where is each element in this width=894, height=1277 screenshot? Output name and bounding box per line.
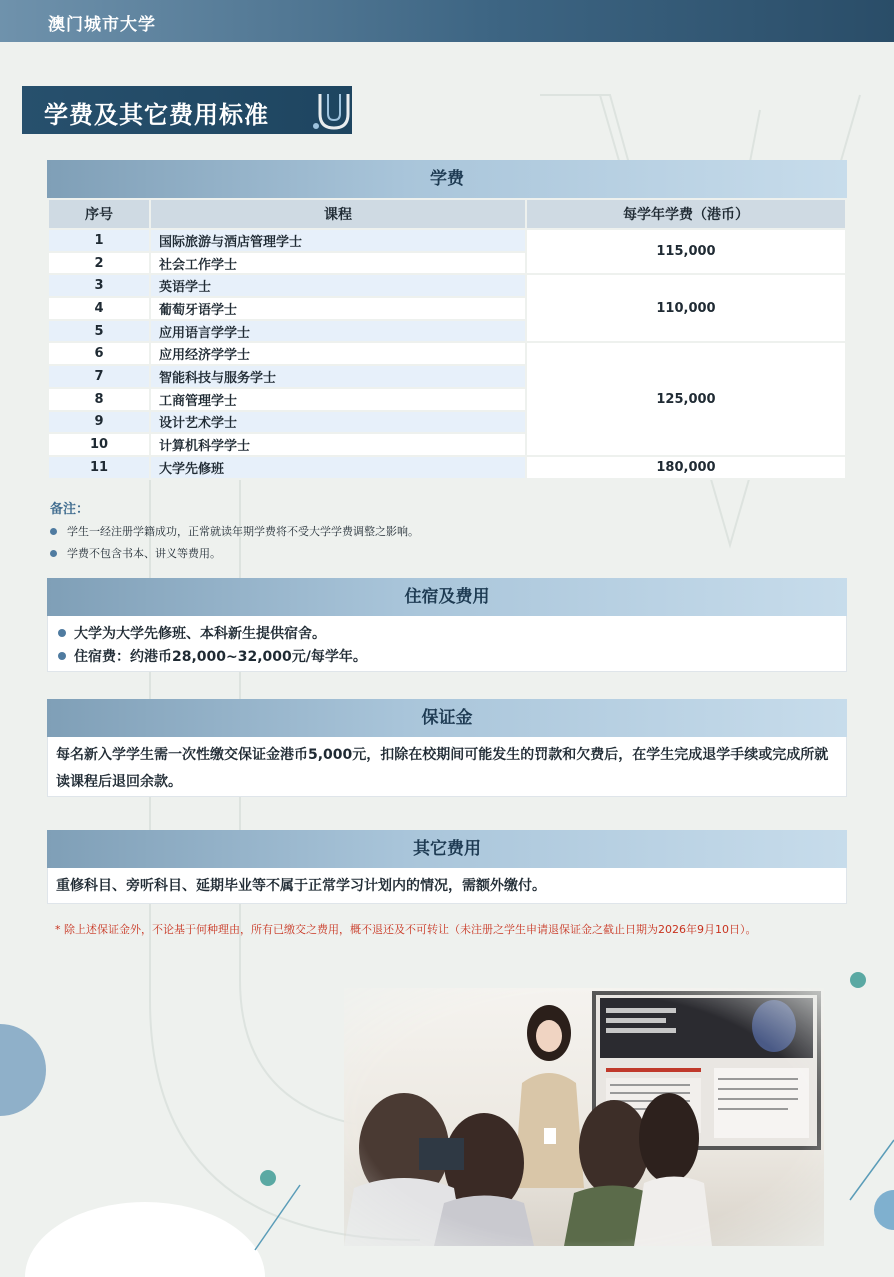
classroom-photo — [344, 988, 824, 1246]
deposit-text: 每名新入学学生需一次性缴交保证金港币5,000元，扣除在校期间可能发生的罚款和欠费后，在学生完成退学手续或完成所就读课程后退回余款。 — [56, 747, 829, 790]
table-row — [48, 229, 846, 252]
fee-value: 180,000 — [526, 456, 846, 479]
column-header-course: 课程 — [150, 199, 526, 229]
table-header-row — [48, 199, 846, 229]
course-name: 英语学士 — [150, 274, 526, 297]
row-number: 2 — [48, 252, 150, 275]
u-logo-icon — [312, 86, 358, 134]
other-fees-header: 其它费用 — [47, 830, 847, 868]
course-name: 设计艺术学士 — [150, 411, 526, 434]
bullet-icon — [58, 629, 66, 637]
page-title: 学费及其它费用标准 — [44, 101, 269, 129]
classroom-illustration — [344, 988, 824, 1246]
accommodation-text: 住宿费：约港币28,000~32,000元/每学年。 — [74, 648, 367, 665]
row-number: 5 — [48, 320, 150, 343]
deposit-header: 保证金 — [47, 699, 847, 737]
course-name: 应用语言学学士 — [150, 320, 526, 343]
table-row — [48, 274, 846, 297]
accommodation-text: 大学为大学先修班、本科新生提供宿舍。 — [74, 625, 326, 642]
accommodation-body — [47, 616, 847, 672]
row-number: 8 — [48, 388, 150, 411]
notes-label: 备注： — [50, 502, 90, 517]
row-number: 4 — [48, 297, 150, 320]
tuition-table — [47, 198, 847, 480]
deposit-body — [47, 737, 847, 797]
row-number: 9 — [48, 411, 150, 434]
accommodation-header: 住宿及费用 — [47, 578, 847, 616]
note-item — [50, 523, 419, 539]
course-name: 社会工作学士 — [150, 252, 526, 275]
course-name: 工商管理学士 — [150, 388, 526, 411]
row-number: 3 — [48, 274, 150, 297]
row-number: 1 — [48, 229, 150, 252]
tuition-header: 学费 — [47, 160, 847, 198]
bullet-icon — [50, 550, 57, 557]
fee-value: 125,000 — [526, 342, 846, 455]
row-number: 7 — [48, 365, 150, 388]
note-text: 学费不包含书本、讲义等费用。 — [67, 547, 221, 560]
column-header-fee: 每学年学费（港币） — [526, 199, 846, 229]
row-number: 10 — [48, 433, 150, 456]
course-name: 应用经济学学士 — [150, 342, 526, 365]
course-name: 智能科技与服务学士 — [150, 365, 526, 388]
disclaimer: * 除上述保证金外，不论基于何种理由，所有已缴交之费用，概不退还及不可转让（未注册之学生申请退保证金之截止日期为2026年9月10日）。 — [55, 923, 757, 936]
fee-value: 110,000 — [526, 274, 846, 342]
other-fees-body — [47, 868, 847, 904]
note-item — [50, 545, 419, 561]
university-name: 澳门城市大学 — [48, 15, 156, 35]
bullet-icon — [50, 528, 57, 535]
course-name: 大学先修班 — [150, 456, 526, 479]
row-number: 6 — [48, 342, 150, 365]
course-name: 葡萄牙语学士 — [150, 297, 526, 320]
notes — [50, 498, 419, 561]
row-number: 11 — [48, 456, 150, 479]
other-fees-text: 重修科目、旁听科目、延期毕业等不属于正常学习计划内的情况，需额外缴付。 — [56, 878, 546, 894]
course-name: 计算机科学学士 — [150, 433, 526, 456]
accommodation-item — [48, 621, 846, 644]
table-row — [48, 342, 846, 365]
accommodation-item — [48, 644, 846, 667]
note-text: 学生一经注册学籍成功，正常就读年期学费将不受大学学费调整之影响。 — [67, 525, 419, 538]
course-name: 国际旅游与酒店管理学士 — [150, 229, 526, 252]
top-bar — [0, 0, 894, 42]
column-header-no: 序号 — [48, 199, 150, 229]
table-row — [48, 456, 846, 479]
title-banner — [22, 86, 352, 134]
bullet-icon — [58, 652, 66, 660]
fee-value: 115,000 — [526, 229, 846, 274]
